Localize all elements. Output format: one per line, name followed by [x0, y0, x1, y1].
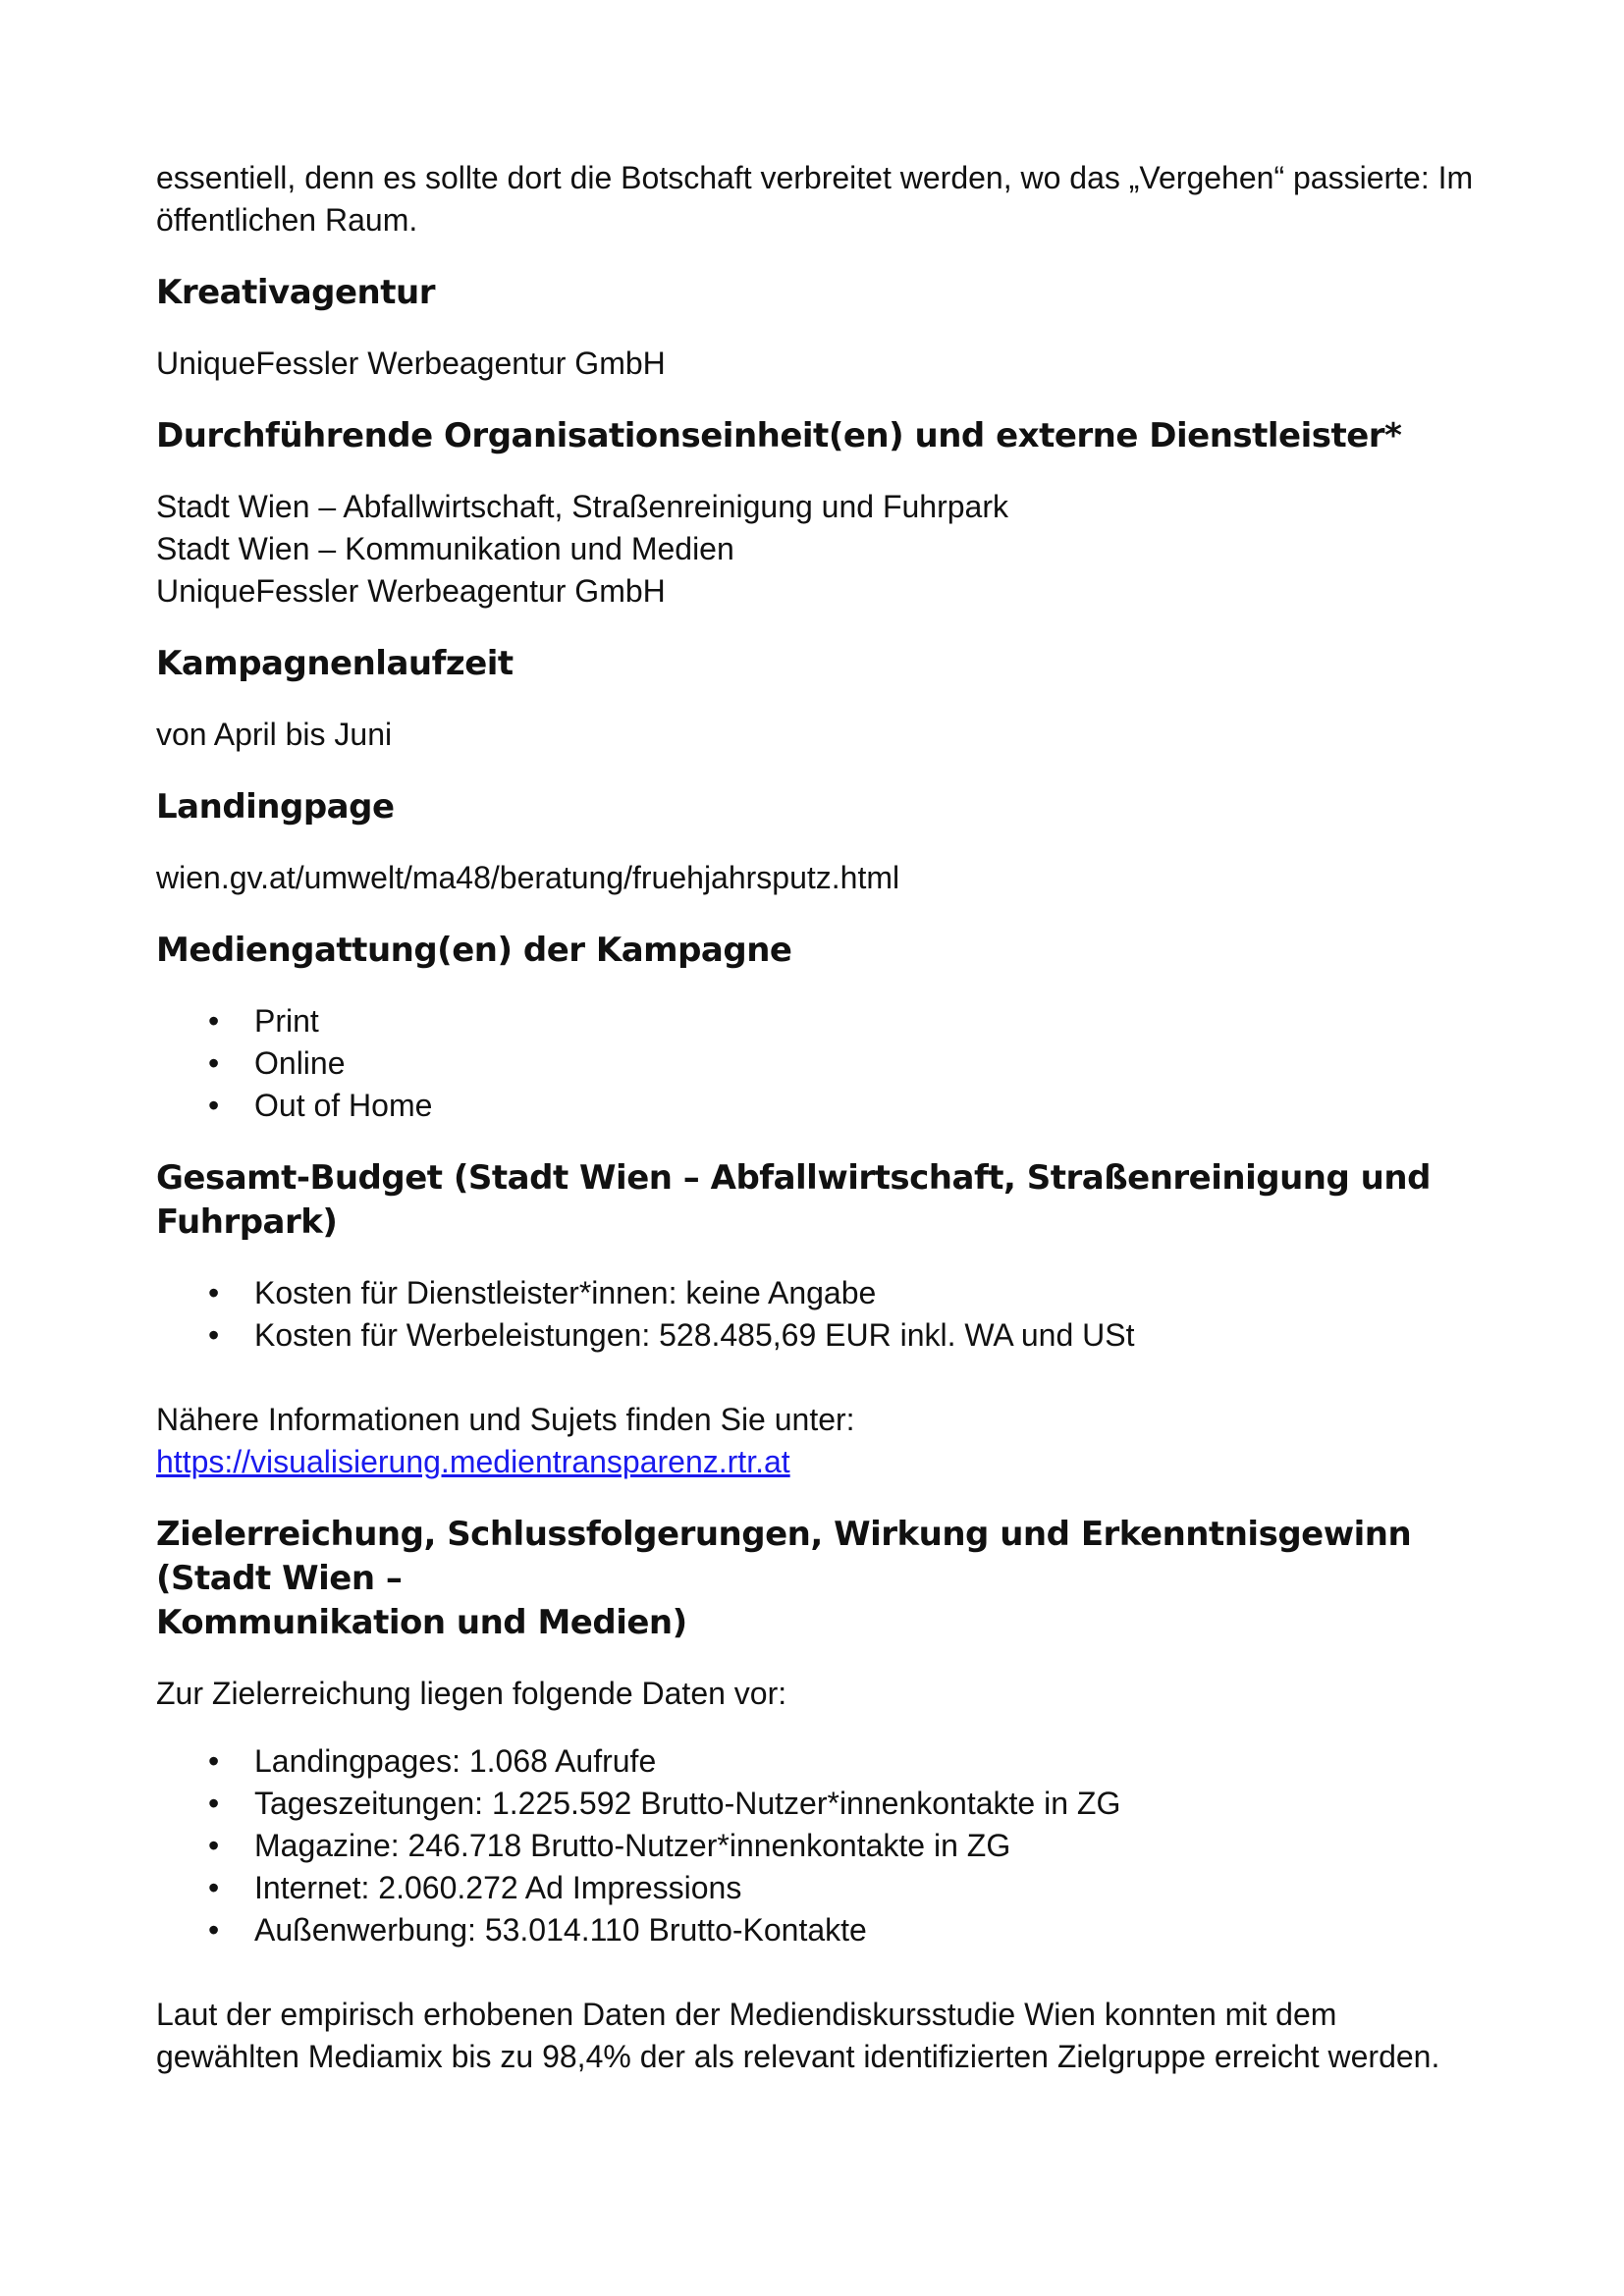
closing-line: gewählten Mediamix bis zu 98,4% der als relevant identifizierten Zielgruppe erreicht werden.: [156, 2039, 1440, 2074]
list-item: • Außenwerbung: 53.014.110 Brutto-Kontakte: [156, 1909, 1491, 1951]
heading-zielerreichung: [156, 1513, 1491, 1645]
heading-line: Zielerreichung, Schlussfolgerungen, Wirkung und Erkenntnisgewinn (Stadt Wien –: [156, 1515, 1412, 1598]
kreativagentur-text: UniqueFessler Werbeagentur GmbH: [156, 346, 666, 381]
landingpage-text: wien.gv.at/umwelt/ma48/beratung/fruehjahrsputz.html: [156, 860, 900, 895]
list-item: • Landingpages: 1.068 Aufrufe: [156, 1740, 1491, 1783]
heading-kampagnenlaufzeit: Kampagnenlaufzeit: [156, 644, 514, 683]
durchfuehrende-line: UniqueFessler Werbeagentur GmbH: [156, 573, 666, 609]
heading-line: Kommunikation und Medien): [156, 1603, 687, 1642]
zielerreichung-list: [156, 1740, 1491, 1951]
heading-durchfuehrende: Durchführende Organisationseinheit(en) und externe Dienstleister*: [156, 416, 1402, 455]
document-page: [156, 157, 1491, 2078]
list-item: • Kosten für Dienstleister*innen: keine Angabe: [156, 1272, 1491, 1314]
list-item: • Internet: 2.060.272 Ad Impressions: [156, 1867, 1491, 1909]
heading-mediengattung: Mediengattung(en) der Kampagne: [156, 931, 792, 970]
list-item: • Magazine: 246.718 Brutto-Nutzer*innenkontakte in ZG: [156, 1825, 1491, 1867]
heading-gesamt-budget: Gesamt-Budget (Stadt Wien – Abfallwirtschaft, Straßenreinigung und Fuhrpark): [156, 1158, 1431, 1242]
intro-paragraph: essentiell, denn es sollte dort die Botschaft verbreitet werden, wo das „Vergehen“ passierte: Im öffentlichen Raum.: [156, 160, 1474, 238]
list-item: • Print: [156, 1000, 1491, 1042]
laufzeit-text: von April bis Juni: [156, 717, 393, 752]
list-item: • Kosten für Werbeleistungen: 528.485,69 EUR inkl. WA und USt: [156, 1314, 1491, 1357]
mediengattung-list: [156, 1000, 1491, 1127]
heading-landingpage: Landingpage: [156, 787, 395, 827]
closing-line: Laut der empirisch erhobenen Daten der Mediendiskursstudie Wien konnten mit dem: [156, 1997, 1337, 2032]
budget-list: [156, 1272, 1491, 1357]
more-info-text: Nähere Informationen und Sujets finden Sie unter:: [156, 1402, 855, 1437]
list-item: • Online: [156, 1042, 1491, 1085]
list-item: • Out of Home: [156, 1085, 1491, 1127]
zielerreichung-intro: Zur Zielerreichung liegen folgende Daten vor:: [156, 1676, 787, 1711]
heading-kreativagentur: Kreativagentur: [156, 273, 435, 312]
durchfuehrende-line: Stadt Wien – Abfallwirtschaft, Straßenreinigung und Fuhrpark: [156, 489, 1008, 524]
durchfuehrende-line: Stadt Wien – Kommunikation und Medien: [156, 531, 734, 566]
medientransparenz-link[interactable]: https://visualisierung.medientransparenz.rtr.at: [156, 1444, 790, 1479]
list-item: • Tageszeitungen: 1.225.592 Brutto-Nutzer*innenkontakte in ZG: [156, 1783, 1491, 1825]
closing-paragraph: [156, 1994, 1491, 2078]
